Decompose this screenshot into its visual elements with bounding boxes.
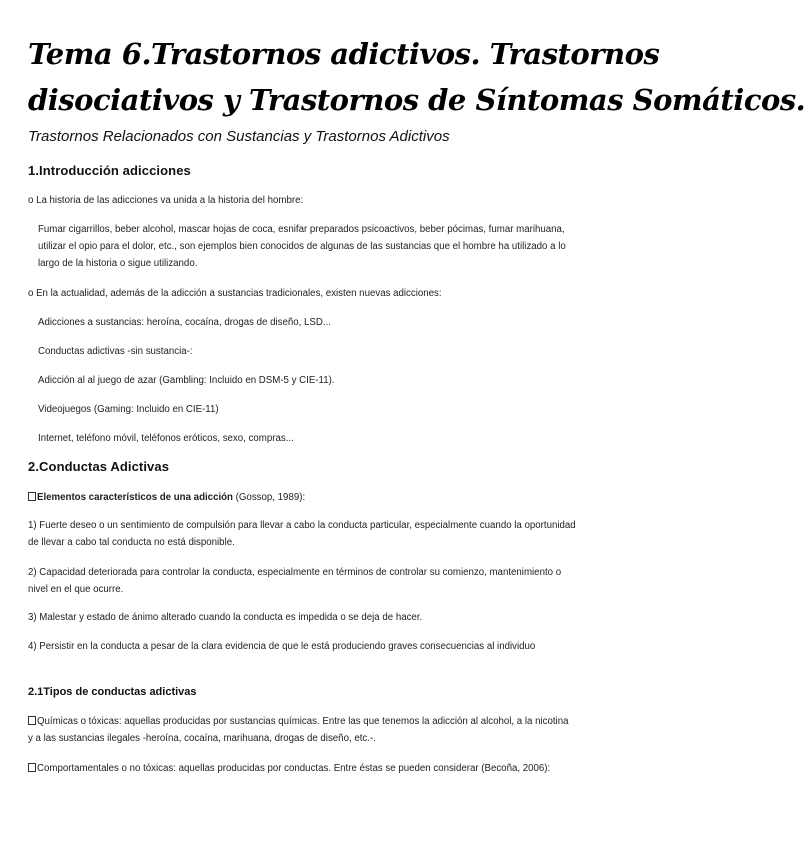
list-item: Adicción al al juego de azar (Gambling: Incluido en DSM-5 y CIE-11). xyxy=(38,375,335,386)
list-item: Internet, teléfono móvil, teléfonos eróticos, sexo, compras... xyxy=(38,433,294,444)
addiction-criterion: 1) Fuerte deseo o un sentimiento de compulsión para llevar a cabo la conducta particular, especialmente cuando la oportunidad de llevar a cabo tal conducta no está disponible. xyxy=(28,520,576,548)
type-chemical-text: Químicas o tóxicas: aquellas producidas por sustancias químicas. Entre las que tenemos la adicción al alcohol, a la nicotina y a las sustancias ilegales -heroína, cocaína, marihuana, drogas de diseño, etc.-. xyxy=(28,716,569,744)
addiction-criterion: 4) Persistir en la conducta a pesar de la clara evidencia de que le está produciendo graves consecuencias al individuo xyxy=(28,641,536,652)
document-title-line-1: Tema 6.Trastornos adictivos. Trastornos xyxy=(28,37,660,71)
elements-label: Elementos característicos de una adicción xyxy=(37,492,233,503)
elements-citation: (Gossop, 1989): xyxy=(232,492,306,503)
list-item: Conductas adictivas -sin sustancia-: xyxy=(38,346,193,357)
type-chemical xyxy=(28,713,576,747)
paragraph-new-addictions: o En la actualidad, además de la adicción a sustancias tradicionales, existen nuevas adicciones: xyxy=(28,288,442,299)
section-2-heading: 2.Conductas Adictivas xyxy=(28,459,170,474)
elements-characteristics-line xyxy=(28,489,576,506)
list-item: Adicciones a sustancias: heroína, cocaína, drogas de diseño, LSD... xyxy=(38,317,331,328)
document-subtitle: Trastornos Relacionados con Sustancias y Trastornos Adictivos xyxy=(28,128,450,145)
document-title-line-2: disociativos y Trastornos de Síntomas Somáticos. xyxy=(28,83,805,117)
section-1-heading: 1.Introducción adicciones xyxy=(28,163,191,178)
addiction-criterion: 2) Capacidad deteriorada para controlar la conducta, especialmente en términos de controlar su comienzo, mantenimiento o nivel en el que ocurre. xyxy=(28,567,562,595)
type-behavioral xyxy=(28,760,576,777)
list-item: Videojuegos (Gaming: Incluido en CIE-11) xyxy=(38,404,219,415)
checkbox-icon xyxy=(28,492,36,501)
addiction-criterion: 3) Malestar y estado de ánimo alterado cuando la conducta es impedida o se deja de hacer. xyxy=(28,612,423,623)
paragraph-history-intro: o La historia de las adicciones va unida a la historia del hombre: xyxy=(28,195,304,206)
checkbox-icon xyxy=(28,716,36,725)
type-behavioral-text: Comportamentales o no tóxicas: aquellas producidas por conductas. Entre éstas se pueden considerar (Becoña, 2006): xyxy=(37,763,551,774)
section-2-1-heading: 2.1Tipos de conductas adictivas xyxy=(28,686,197,698)
paragraph-substances-examples: Fumar cigarrillos, beber alcohol, mascar hojas de coca, esnifar preparados psicoactivos, beber pócimas, fumar marihuana, utilizar el opio para el dolor, etc., son ejemplos bien conocidos de algunas de las sustancias que el hombre ha utilizado a lo largo de la historia o sigue utilizando. xyxy=(38,224,566,269)
checkbox-icon xyxy=(28,763,36,772)
